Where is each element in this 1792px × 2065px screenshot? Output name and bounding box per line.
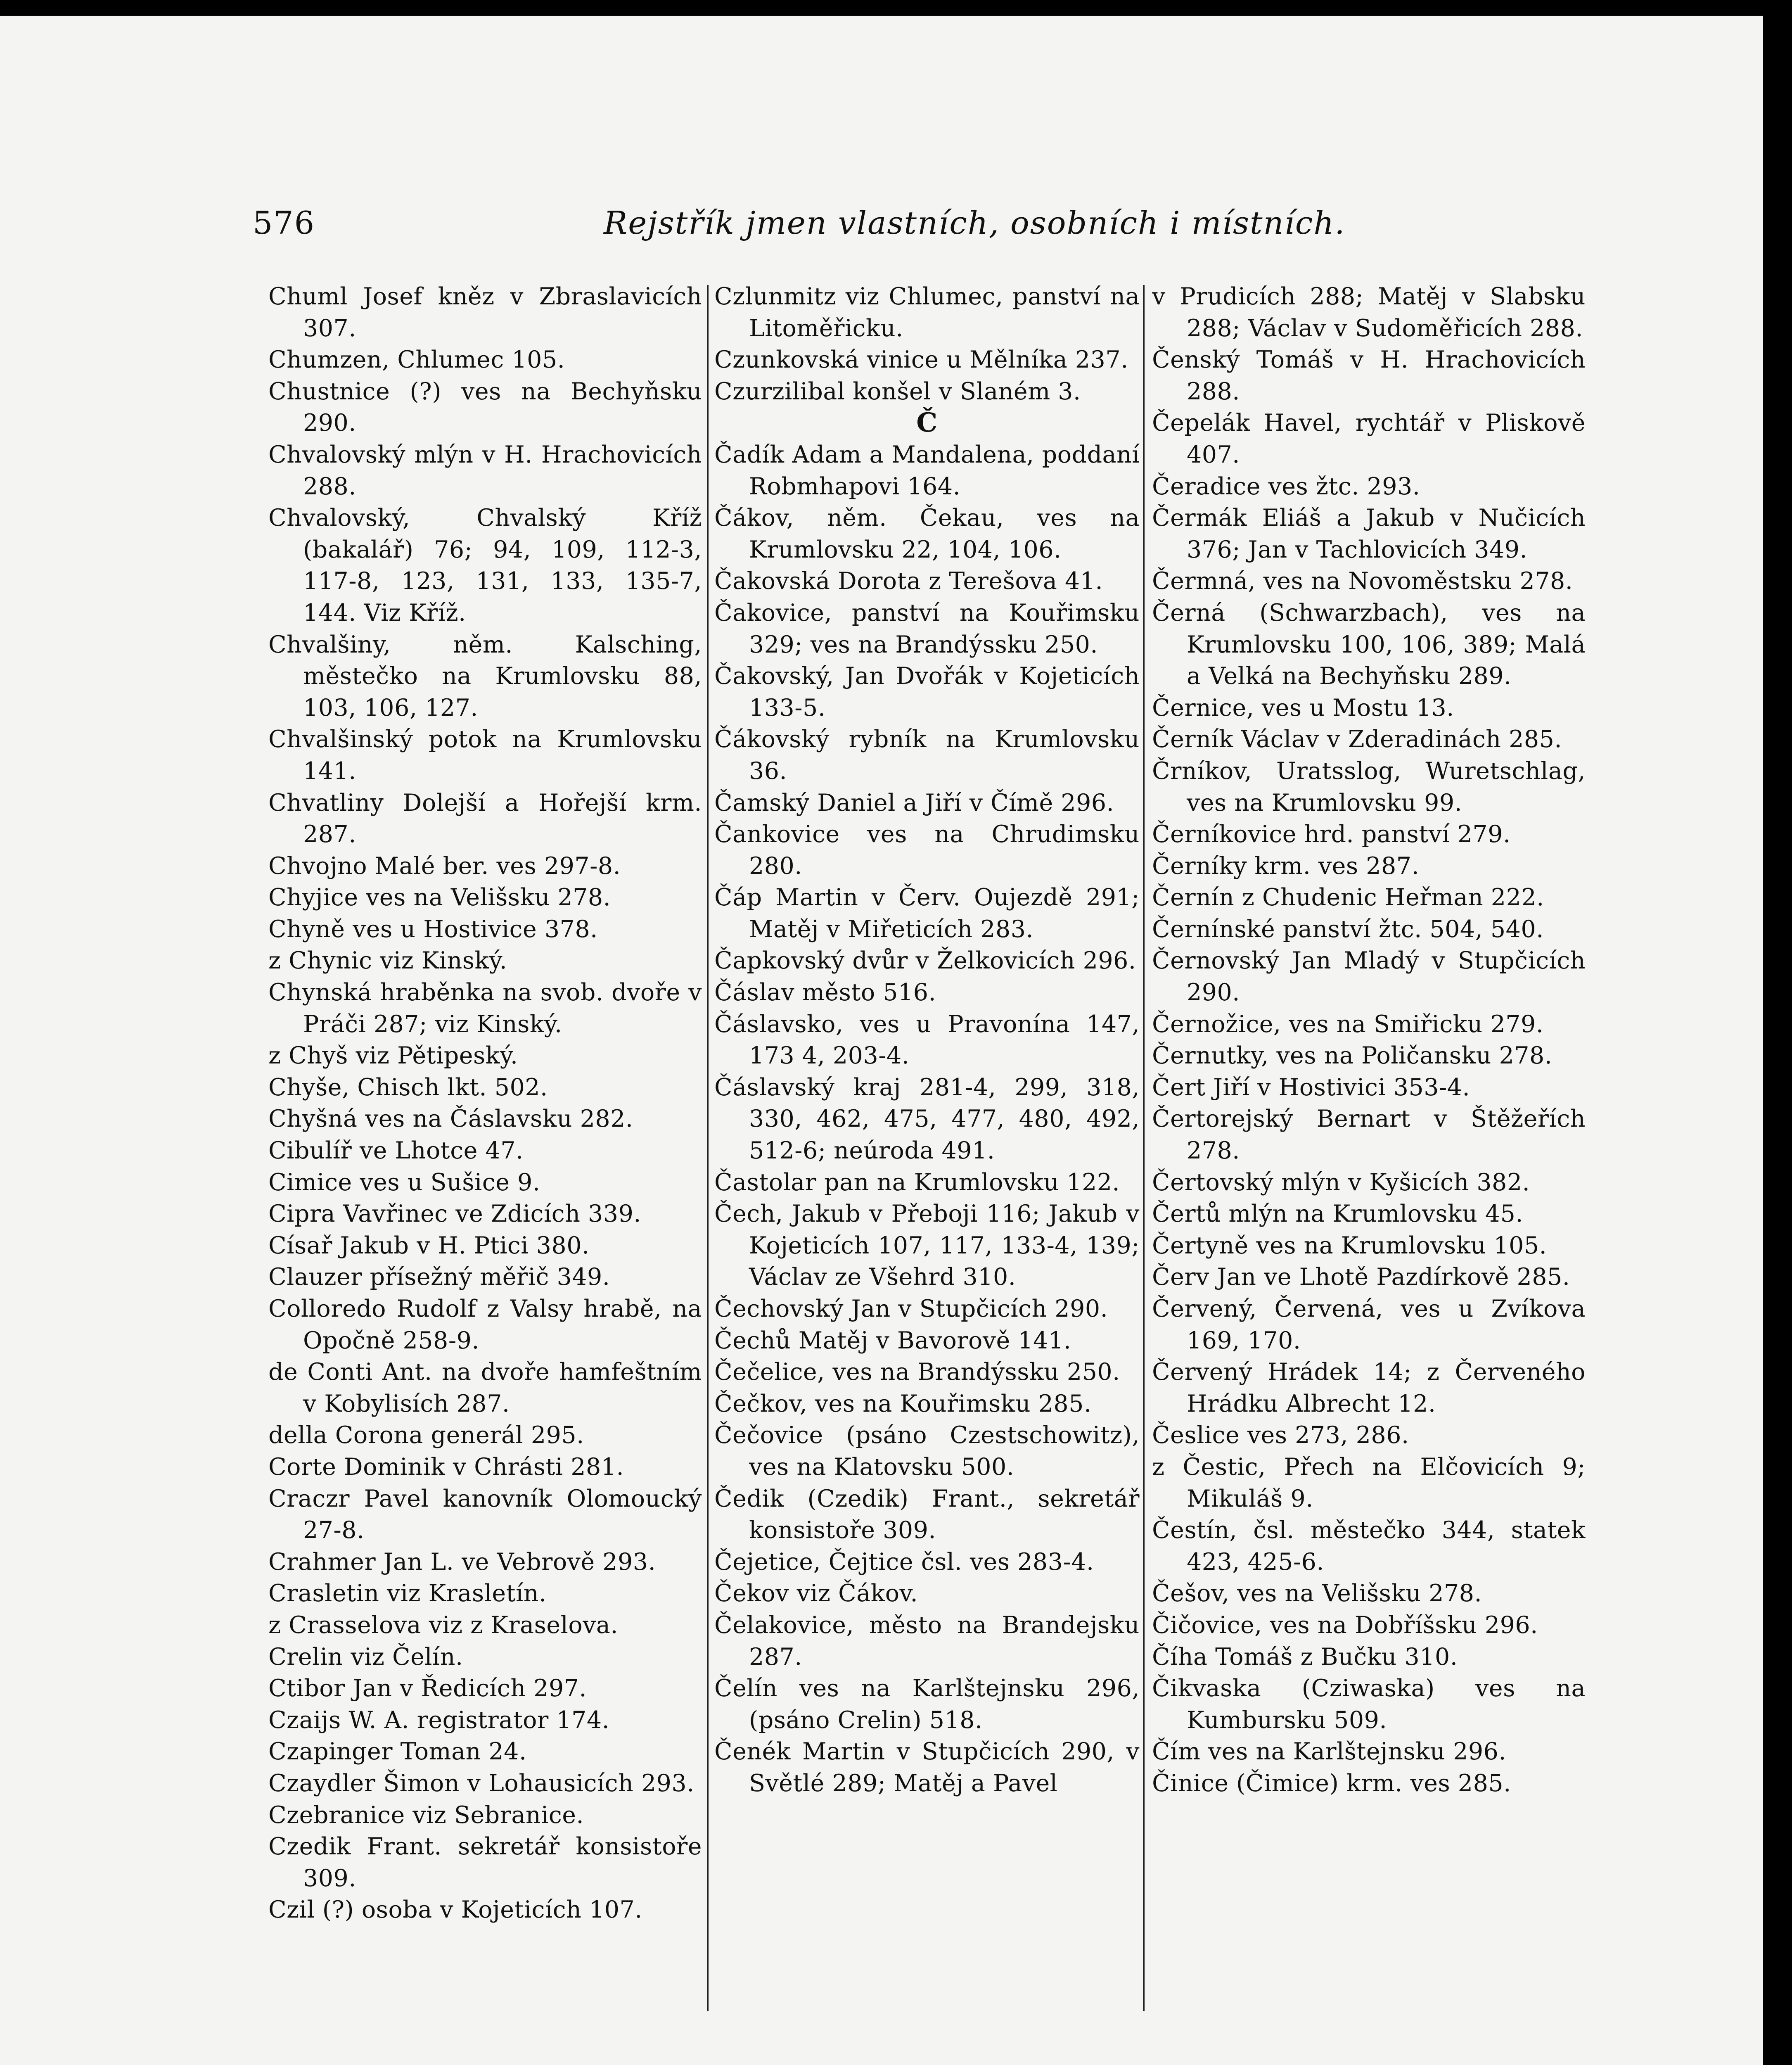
index-entry: Čakovice, panství na Kouřimsku 329; ves na Brandýssku 250. (714, 599, 1140, 658)
index-entry: Čermák Eliáš a Jakub v Nučicích 376; Jan v Tachlovicích 349. (1152, 504, 1586, 563)
index-entry: Čenský Tomáš v H. Hrachovicích 288. (1152, 346, 1586, 405)
index-entry: Černík Václav v Zderadinách 285. (1152, 726, 1562, 753)
page-number: 576 (253, 204, 315, 241)
index-entry: Císař Jakub v H. Ptici 380. (268, 1232, 590, 1259)
index-entry: Černín z Chudenic Heřman 222. (1152, 884, 1544, 911)
index-entry: Čechovský Jan v Stupčicích 290. (714, 1295, 1108, 1322)
index-entry: Czil (?) osoba v Kojeticích 107. (268, 1896, 642, 1924)
index-column-2 (714, 281, 1140, 2040)
index-entry: Čeradice ves žtc. 293. (1152, 472, 1420, 500)
index-entry: Čejetice, Čejtice čsl. ves 283-4. (714, 1548, 1094, 1576)
index-entry: Čáslav město 516. (714, 979, 936, 1006)
index-column-3 (1152, 281, 1586, 2040)
index-entry: Chyjice ves na Velišsku 278. (268, 884, 611, 911)
index-entry: Črníkov, Uratsslog, Wuretschlag, ves na Krumlovsku 99. (1152, 757, 1586, 817)
index-entry: Česlice ves 273, 286. (1152, 1422, 1409, 1449)
index-entry: Čert Jiří v Hostivici 353-4. (1152, 1073, 1470, 1101)
index-entry: Čelín ves na Karlštejnsku 296, (psáno Crelin) 518. (714, 1675, 1140, 1734)
index-entry: Čečelice, ves na Brandýssku 250. (714, 1358, 1120, 1386)
index-entry: Čapkovský dvůr v Želkovicích 296. (714, 947, 1136, 975)
index-entry: Chyše, Chisch lkt. 502. (268, 1073, 548, 1101)
index-entry: Červ Jan ve Lhotě Pazdírkově 285. (1152, 1263, 1570, 1291)
index-entry: Čepelák Havel, rychtář v Pliskově 407. (1152, 409, 1586, 468)
index-entry: Czlunmitz viz Chlumec, panství na Litoměřicku. (714, 283, 1140, 342)
index-entry: Chuml Josef kněz v Zbraslavicích 307. (268, 283, 702, 342)
index-entry: Čekov viz Čákov. (714, 1580, 918, 1607)
index-entry: Čechů Matěj v Bavorově 141. (714, 1327, 1071, 1354)
index-entry: Čakovská Dorota z Terešova 41. (714, 567, 1103, 595)
index-entry: Čamský Daniel a Jiří v Čímě 296. (714, 789, 1114, 817)
index-entry: Červený, Červená, ves u Zvíkova 169, 170. (1152, 1295, 1586, 1354)
column-divider (707, 285, 709, 2011)
index-entry: Cipra Vavřinec ve Zdicích 339. (268, 1200, 641, 1228)
index-entry: Cimice ves u Sušice 9. (268, 1168, 540, 1196)
index-entry: Chvatliny Dolejší a Hořejší krm. 287. (268, 789, 702, 848)
index-entry: Černá (Schwarzbach), ves na Krumlovsku 100, 106, 389; Malá a Velká na Bechyňsku 289. (1152, 599, 1586, 690)
index-entry: Čakovský, Jan Dvořák v Kojeticích 133-5. (714, 662, 1140, 722)
index-entry: Chumzen, Chlumec 105. (268, 346, 565, 374)
index-entry: Colloredo Rudolf z Valsy hrabě, na Opočně 258-9. (268, 1295, 702, 1354)
index-entry: Čičovice, ves na Dobříšsku 296. (1152, 1611, 1538, 1639)
index-entry: Čáslavsko, ves u Pravonína 147, 173 4, 203-4. (714, 1010, 1140, 1070)
index-entry: Čankovice ves na Chrudimsku 280. (714, 821, 1140, 880)
index-entry: Czurzilibal konšel v Slaném 3. (714, 377, 1081, 405)
index-entry: Crelin viz Čelín. (268, 1643, 463, 1671)
index-entry: Crahmer Jan L. ve Vebrově 293. (268, 1548, 656, 1576)
index-entry: Čáslavský kraj 281-4, 299, 318, 330, 462, 475, 477, 480, 492, 512-6; neúroda 491. (714, 1073, 1140, 1165)
index-entry: Čenék Martin v Stupčicích 290, v Světlé 289; Matěj a Pavel (714, 1738, 1140, 1797)
index-entry: Černíky krm. ves 287. (1152, 852, 1420, 880)
index-entry: Corte Dominik v Chrásti 281. (268, 1453, 624, 1481)
index-entry: Crasletin viz Krasletín. (268, 1580, 547, 1607)
index-entry: Chustnice (?) ves na Bechyňsku 290. (268, 377, 702, 437)
index-entry: v Prudicích 288; Matěj v Slabsku 288; Václav v Sudoměřicích 288. (1152, 283, 1586, 342)
index-entry: Chynská hraběnka na svob. dvoře v Práči 287; viz Kinský. (268, 979, 702, 1038)
index-entry: Černice, ves u Mostu 13. (1152, 694, 1454, 722)
index-entry: Čelakovice, město na Brandejsku 287. (714, 1611, 1140, 1671)
index-entry: Čertů mlýn na Krumlovsku 45. (1152, 1200, 1524, 1228)
index-entry: Čertorejský Bernart v Štěžeřích 278. (1152, 1105, 1586, 1165)
index-entry: Chvalšiny, něm. Kalsching, městečko na Krumlovsku 88, 103, 106, 127. (268, 631, 702, 722)
index-entry: Chvalovský mlýn v H. Hrachovicích 288. (268, 441, 702, 500)
index-entry: Češov, ves na Velišsku 278. (1152, 1580, 1482, 1607)
index-entry: Čákov, něm. Čekau, ves na Krumlovsku 22, 104, 106. (714, 504, 1140, 563)
index-entry: Clauzer přísežný měřič 349. (268, 1263, 610, 1291)
index-entry: de Conti Ant. na dvoře hamfeštním v Kobylisích 287. (268, 1358, 702, 1417)
index-entry: Čákovský rybník na Krumlovsku 36. (714, 726, 1140, 785)
index-entry: Craczr Pavel kanovník Olomoucký 27-8. (268, 1485, 702, 1544)
index-entry: Čečkov, ves na Kouřimsku 285. (714, 1390, 1092, 1417)
index-entry: Czedik Frant. sekretář konsistoře 309. (268, 1833, 702, 1892)
index-entry: Čech, Jakub v Přeboji 116; Jakub v Kojeticích 107, 117, 133-4, 139; Václav ze Všehrd 310. (714, 1200, 1140, 1291)
index-entry: z Crasselova viz z Kraselova. (268, 1611, 618, 1639)
index-entry: Chvalovský, Chvalský Kříž (bakalář) 76; 94, 109, 112-3, 117-8, 123, 131, 133, 135-7, 144. Viz Kříž. (268, 504, 702, 627)
index-entry: Czunkovská vinice u Mělníka 237. (714, 346, 1128, 374)
index-entry: Czapinger Toman 24. (268, 1738, 527, 1766)
index-entry: Chyšná ves na Čáslavsku 282. (268, 1105, 633, 1133)
index-entry: Chyně ves u Hostivice 378. (268, 915, 598, 943)
index-entry: Černožice, ves na Smiřicku 279. (1152, 1010, 1544, 1038)
index-entry: Černutky, ves na Poličansku 278. (1152, 1042, 1553, 1070)
index-entry: Čermná, ves na Novoměstsku 278. (1152, 567, 1573, 595)
index-entry: Chvalšinský potok na Krumlovsku 141. (268, 726, 702, 785)
column-divider (1143, 285, 1145, 2011)
index-entry: Czebranice viz Sebranice. (268, 1801, 584, 1829)
index-entry: Čadík Adam a Mandalena, poddaní Robmhapovi 164. (714, 441, 1140, 500)
index-entry: Čím ves na Karlštejnsku 296. (1152, 1738, 1506, 1766)
index-entry: Černínské panství žtc. 504, 540. (1152, 915, 1544, 943)
index-entry: Ctibor Jan v Ředicích 297. (268, 1675, 587, 1702)
index-entry: Čáp Martin v Červ. Oujezdě 291; Matěj v Miřeticích 283. (714, 884, 1140, 943)
index-entry: Čedik (Czedik) Frant., sekretář konsistoře 309. (714, 1485, 1140, 1544)
index-entry: Čikvaska (Cziwaska) ves na Kumbursku 509. (1152, 1675, 1586, 1734)
index-entry: Čestín, čsl. městečko 344, statek 423, 425-6. (1152, 1517, 1586, 1576)
running-title: Rejstřík jmen vlastních, osobních i místních. (604, 204, 1346, 241)
index-entry: Číha Tomáš z Bučku 310. (1152, 1643, 1458, 1671)
index-entry: z Chynic viz Kinský. (268, 947, 507, 975)
index-entry: z Čestic, Přech na Elčovicích 9; Mikuláš 9. (1152, 1453, 1586, 1512)
index-entry: Činice (Čimice) krm. ves 285. (1152, 1769, 1511, 1797)
index-entry: Černovský Jan Mladý v Stupčicích 290. (1152, 947, 1586, 1006)
index-entry: Častolar pan na Krumlovsku 122. (714, 1168, 1120, 1196)
index-entry: Czaydler Šimon v Lohausicích 293. (268, 1769, 695, 1797)
index-entry: z Chyš viz Pětipeský. (268, 1042, 518, 1070)
page-header (253, 204, 1640, 250)
index-entry: Čečovice (psáno Czestschowitz), ves na Klatovsku 500. (714, 1422, 1140, 1481)
section-letter-heading: Č (916, 407, 938, 439)
index-entry: Červený Hrádek 14; z Červeného Hrádku Albrecht 12. (1152, 1358, 1586, 1417)
index-entry: Černíkovice hrd. panství 279. (1152, 821, 1511, 848)
index-entry: Čertyně ves na Krumlovsku 105. (1152, 1232, 1547, 1259)
index-entry: Chvojno Malé ber. ves 297-8. (268, 852, 621, 880)
index-column-1 (268, 281, 702, 2040)
index-entry: Czaijs W. A. registrator 174. (268, 1706, 610, 1734)
index-entry: Čertovský mlýn v Kyšicích 382. (1152, 1168, 1530, 1196)
index-entry: della Corona generál 295. (268, 1422, 584, 1449)
index-entry: Cibulíř ve Lhotce 47. (268, 1137, 524, 1165)
